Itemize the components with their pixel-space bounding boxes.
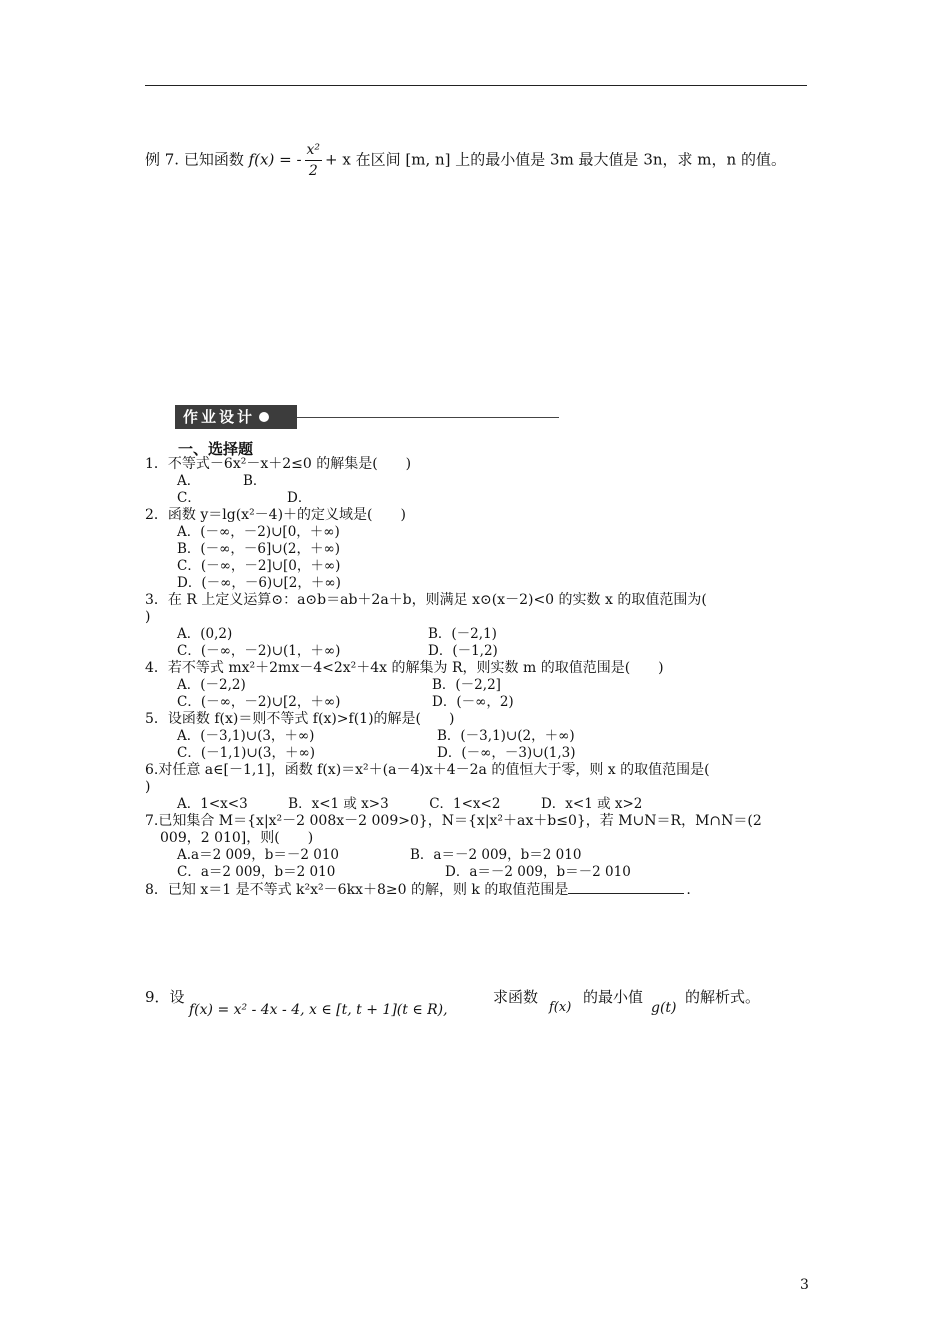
answer-option: A．(－∞，－2)∪[0，＋∞) xyxy=(177,524,340,540)
header-rule xyxy=(145,85,807,86)
answer-option: C． xyxy=(177,490,201,506)
example-7-fraction xyxy=(305,142,323,179)
answer-option: C．(－∞，－2]∪[0，＋∞) xyxy=(177,558,341,574)
section-title: 一、选择题 xyxy=(178,440,254,458)
answer-option: D．(－1,2) xyxy=(428,643,498,659)
fraction-numerator: x² xyxy=(305,142,323,161)
q9-fx: f(x) xyxy=(549,1000,572,1015)
question-line: 4．若不等式 mx²＋2mx－4<2x²＋4x 的解集为 R，则实数 m 的取值范围是( ) xyxy=(145,660,664,676)
question-line: 6.对任意 a∈[－1,1]，函数 f(x)＝x²＋(a－4)x＋4－2a 的值恒大于零，则 x 的取值范围是( xyxy=(145,762,710,778)
homework-banner-label: 作业设计 xyxy=(183,408,256,426)
answer-option: D．(－∞，－6)∪[2，＋∞) xyxy=(177,575,341,591)
answer-option: B．a＝－2 009，b＝2 010 xyxy=(410,847,582,863)
example-7-func: f(x) = - xyxy=(248,150,302,169)
question-line: 009，2 010]，则( ) xyxy=(160,830,314,846)
q9-prefix: 9．设 xyxy=(145,988,185,1006)
answer-option: C．(－∞，－2)∪[2，＋∞) xyxy=(177,694,341,710)
answer-option: A． xyxy=(177,473,201,489)
example-7-text: + x 在区间 [m, n] 上的最小值是 3m 最大值是 3n，求 m，n 的值。 xyxy=(325,150,786,169)
answer-option: C．(－1,1)∪(3，＋∞) xyxy=(177,745,316,761)
question-line: ) xyxy=(145,779,151,795)
answer-option: C．(－∞，－2)∪(1，＋∞) xyxy=(177,643,341,659)
answer-option: B．(－2,2] xyxy=(432,677,501,693)
answer-option: B．(－∞，－6]∪(2，＋∞) xyxy=(177,541,340,557)
question-line: 8．已知 x＝1 是不等式 k²x²－6kx＋8≥0 的解，则 k 的取值范围是 . xyxy=(145,882,691,898)
answer-option: C．a＝2 009，b＝2 010 xyxy=(177,864,336,880)
example-7-prefix: 例 7. 已知函数 xyxy=(145,150,249,169)
question-line: 1．不等式－6x²－x＋2≤0 的解集是( ) xyxy=(145,456,412,472)
q9-gt: g(t) xyxy=(651,1000,677,1016)
q9-mid2: 的最小值 xyxy=(583,988,644,1006)
question-line: 7.已知集合 M＝{x|x²－2 008x－2 009>0}，N＝{x|x²＋ax＋b≤0}，若 M∪N＝R，M∩N＝(2 xyxy=(145,813,762,829)
question-line: 2．函数 y＝lg(x²－4)＋的定义域是( ) xyxy=(145,507,406,523)
q9-mid: 求函数 xyxy=(493,988,539,1006)
banner-rule xyxy=(297,417,559,418)
page-number: 3 xyxy=(800,1277,809,1293)
bullet-icon xyxy=(259,412,269,422)
answer-option: D．(－∞，－3)∪(1,3) xyxy=(437,745,576,761)
answer-option: B．(－2,1) xyxy=(428,626,497,642)
answer-option: D． xyxy=(287,490,312,506)
question-line: 3．在 R 上定义运算⊙：a⊙b＝ab＋2a＋b，则满足 x⊙(x－2)<0 的实数 x 的取值范围为( xyxy=(145,592,707,608)
homework-banner xyxy=(175,405,297,429)
answer-option: D．a＝－2 009，b＝－2 010 xyxy=(445,864,631,880)
answer-option: A．(－2,2) xyxy=(177,677,246,693)
q9-formula: f(x) = x² - 4x - 4, x ∈ [t, t + 1](t ∈ R), xyxy=(189,1002,448,1018)
answer-option: A．(0,2) xyxy=(177,626,233,642)
answer-option: A．1<x<3 B．x<1 或 x>3 C．1<x<2 D．x<1 或 x>2 xyxy=(177,796,643,812)
answer-option: A.a＝2 009，b＝－2 010 xyxy=(177,847,340,863)
example-7 xyxy=(145,142,786,179)
question-line: ) xyxy=(145,609,151,625)
q9-suffix: 的解析式。 xyxy=(685,988,761,1006)
answer-blank xyxy=(568,881,684,894)
answer-option: B．(－3,1)∪(2，＋∞) xyxy=(437,728,575,744)
answer-option: D．(－∞，2) xyxy=(432,694,514,710)
fraction-denominator: 2 xyxy=(308,163,318,179)
question-line: 5．设函数 f(x)＝则不等式 f(x)>f(1)的解是( ) xyxy=(145,711,455,727)
answer-option: B． xyxy=(243,473,267,489)
answer-option: A．(－3,1)∪(3，＋∞) xyxy=(177,728,315,744)
